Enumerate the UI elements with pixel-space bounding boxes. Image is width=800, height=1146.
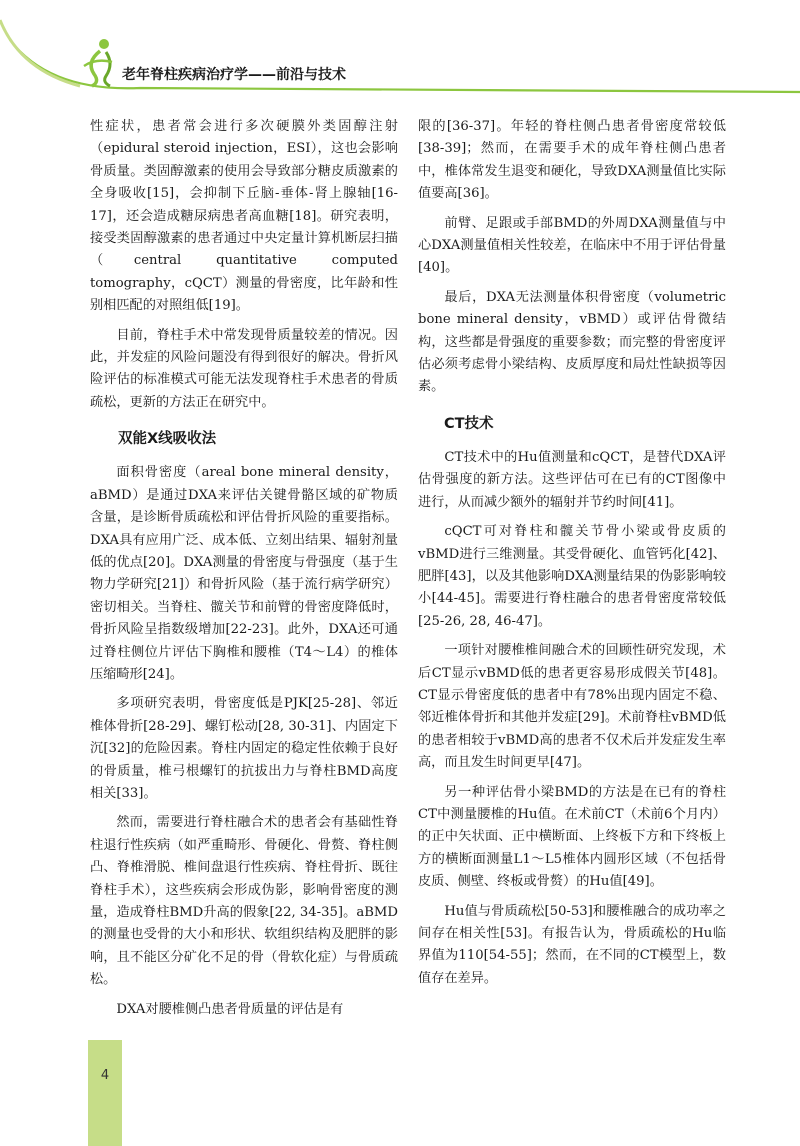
header-swoosh-decoration [0,0,800,110]
section-heading-dxa: 双能X线吸收法 [118,431,217,448]
paragraph: 另一种评估骨小梁BMD的方法是在已有的脊柱CT中测量腰椎的Hu值。在术前CT（术前6个月内）的正中矢状面、正中横断面、上终板下方和下终板上方的横断面测量L1～L5椎体内圆形区域（不包括骨皮质、侧壁、终板或骨赘）的Hu值[49]。 [418,784,726,890]
paragraph: cQCT可对脊柱和髋关节骨小梁或骨皮质的vBMD进行三维测量。其受骨硬化、血管钙化[42]、肥胖[43]，以及其他影响DXA测量结果的伪影影响较小[44-45]。需要进行脊柱融合的患者骨密度常较低[25-26, 28, 46-47]。 [418,524,726,629]
right-column [418,116,726,997]
paragraph: Hu值与骨质疏松[50-53]和腰椎融合的成功率之间存在相关性[53]。有报告认为，骨质疏松的Hu临界值为110[54-55]；然而，在不同的CT模型上，数值存在差异。 [418,903,726,986]
running-header-title: 老年脊柱疾病治疗学——前沿与技术 [122,67,346,83]
page-number: 4 [100,1068,110,1083]
paragraph: 一项针对腰椎椎间融合术的回顾性研究发现，术后CT显示vBMD低的患者更容易形成假关节[48]。CT显示骨密度低的患者中有78%出现内固定不稳、邻近椎体骨折和其他并发症[29]。术前脊柱vBMD低的患者相较于vBMD高的患者不仅术后并发症发生率高，而且发生时间更早[47]。 [418,643,726,771]
paragraph: 最后，DXA无法测量体积骨密度（volumetric bone mineral density，vBMD）或评估骨微结构，这些都是骨强度的重要参数；而完整的骨密度评估必须考虑骨小梁结构、皮质厚度和局灶性缺损等因素。 [418,289,726,395]
section-heading-ct: CT技术 [444,415,494,432]
paragraph: 限的[36-37]。年轻的脊柱侧凸患者骨密度常较低[38-39]；然而，在需要手术的成年脊柱侧凸患者中，椎体常发生退变和硬化，导致DXA测量值比实际值要高[36]。 [418,119,726,202]
paragraph: DXA对腰椎侧凸患者骨质量的评估是有 [116,1001,344,1017]
left-column [90,116,398,1028]
paragraph: 前臂、足跟或手部BMD的外周DXA测量值与中心DXA测量值相关性较差，在临床中不用于评估骨量[40]。 [418,215,726,276]
paragraph: 然而，需要进行脊柱融合术的患者会有基础性脊柱退行性疾病（如严重畸形、骨硬化、骨赘、脊柱侧凸、脊椎滑脱、椎间盘退行性疾病、脊柱骨折、既往脊柱手术），这些疾病会形成伪影，影响骨密度的测量，造成脊柱BMD升高的假象[22, 34-35]。aBMD的测量也受骨的大小和形状、软组织结构及肥胖的影响，且不能区分矿化不足的骨（骨软化症）与骨质疏松。 [90,815,398,988]
paragraph: 多项研究表明，骨密度低是PJK[25-28]、邻近椎体骨折[28-29]、螺钉松动[28, 30-31]、内固定下沉[32]的危险因素。脊柱内固定的稳定性依赖于良好的骨质量，椎弓根螺钉的抗拔出力与脊柱BMD高度相关[33]。 [90,696,398,801]
spine-figure-logo-icon [78,36,120,88]
paragraph: 目前，脊柱手术中常发现骨质量较差的情况。因此，并发症的风险问题没有得到很好的解决。骨折风险评估的标准模式可能无法发现脊柱手术患者的骨质疏松，更新的方法正在研究中。 [90,327,398,410]
paragraph: 性症状，患者常会进行多次硬膜外类固醇注射（epidural steroid injection，ESI），这也会影响骨质量。类固醇激素的使用会导致部分糖皮质激素的全身吸收[15]，会抑制下丘脑-垂体-肾上腺轴[16-17]，还会造成糖尿病患者高血糖[18]。研究表明，接受类固醇激素的患者通过中央定量计算机断层扫描（central quantitative computed tomography，cQCT）测量的骨密度，比年龄和性别相匹配的对照组低[19]。 [90,119,398,314]
paragraph: 面积骨密度（areal bone mineral density，aBMD）是通过DXA来评估关键骨骼区域的矿物质含量，是诊断骨质疏松和评估骨折风险的重要指标。DXA具有应用广泛、成本低、立刻出结果、辐射剂量低的优点[20]。DXA测量的骨密度与骨强度（基于生物力学研究[21]）和骨折风险（基于流行病学研究）密切相关。当脊柱、髋关节和前臂的骨密度降低时，骨折风险呈指数级增加[22-23]。此外，DXA还可通过脊柱侧位片评估下胸椎和腰椎（T4～L4）的椎体压缩畸形[24]。 [90,465,398,682]
page-header [0,0,800,110]
paragraph: CT技术中的Hu值测量和cQCT，是替代DXA评估骨强度的新方法。这些评估可在已有的CT图像中进行，从而减少额外的辐射并节约时间[41]。 [418,449,726,510]
page-number-tab [88,1040,122,1146]
